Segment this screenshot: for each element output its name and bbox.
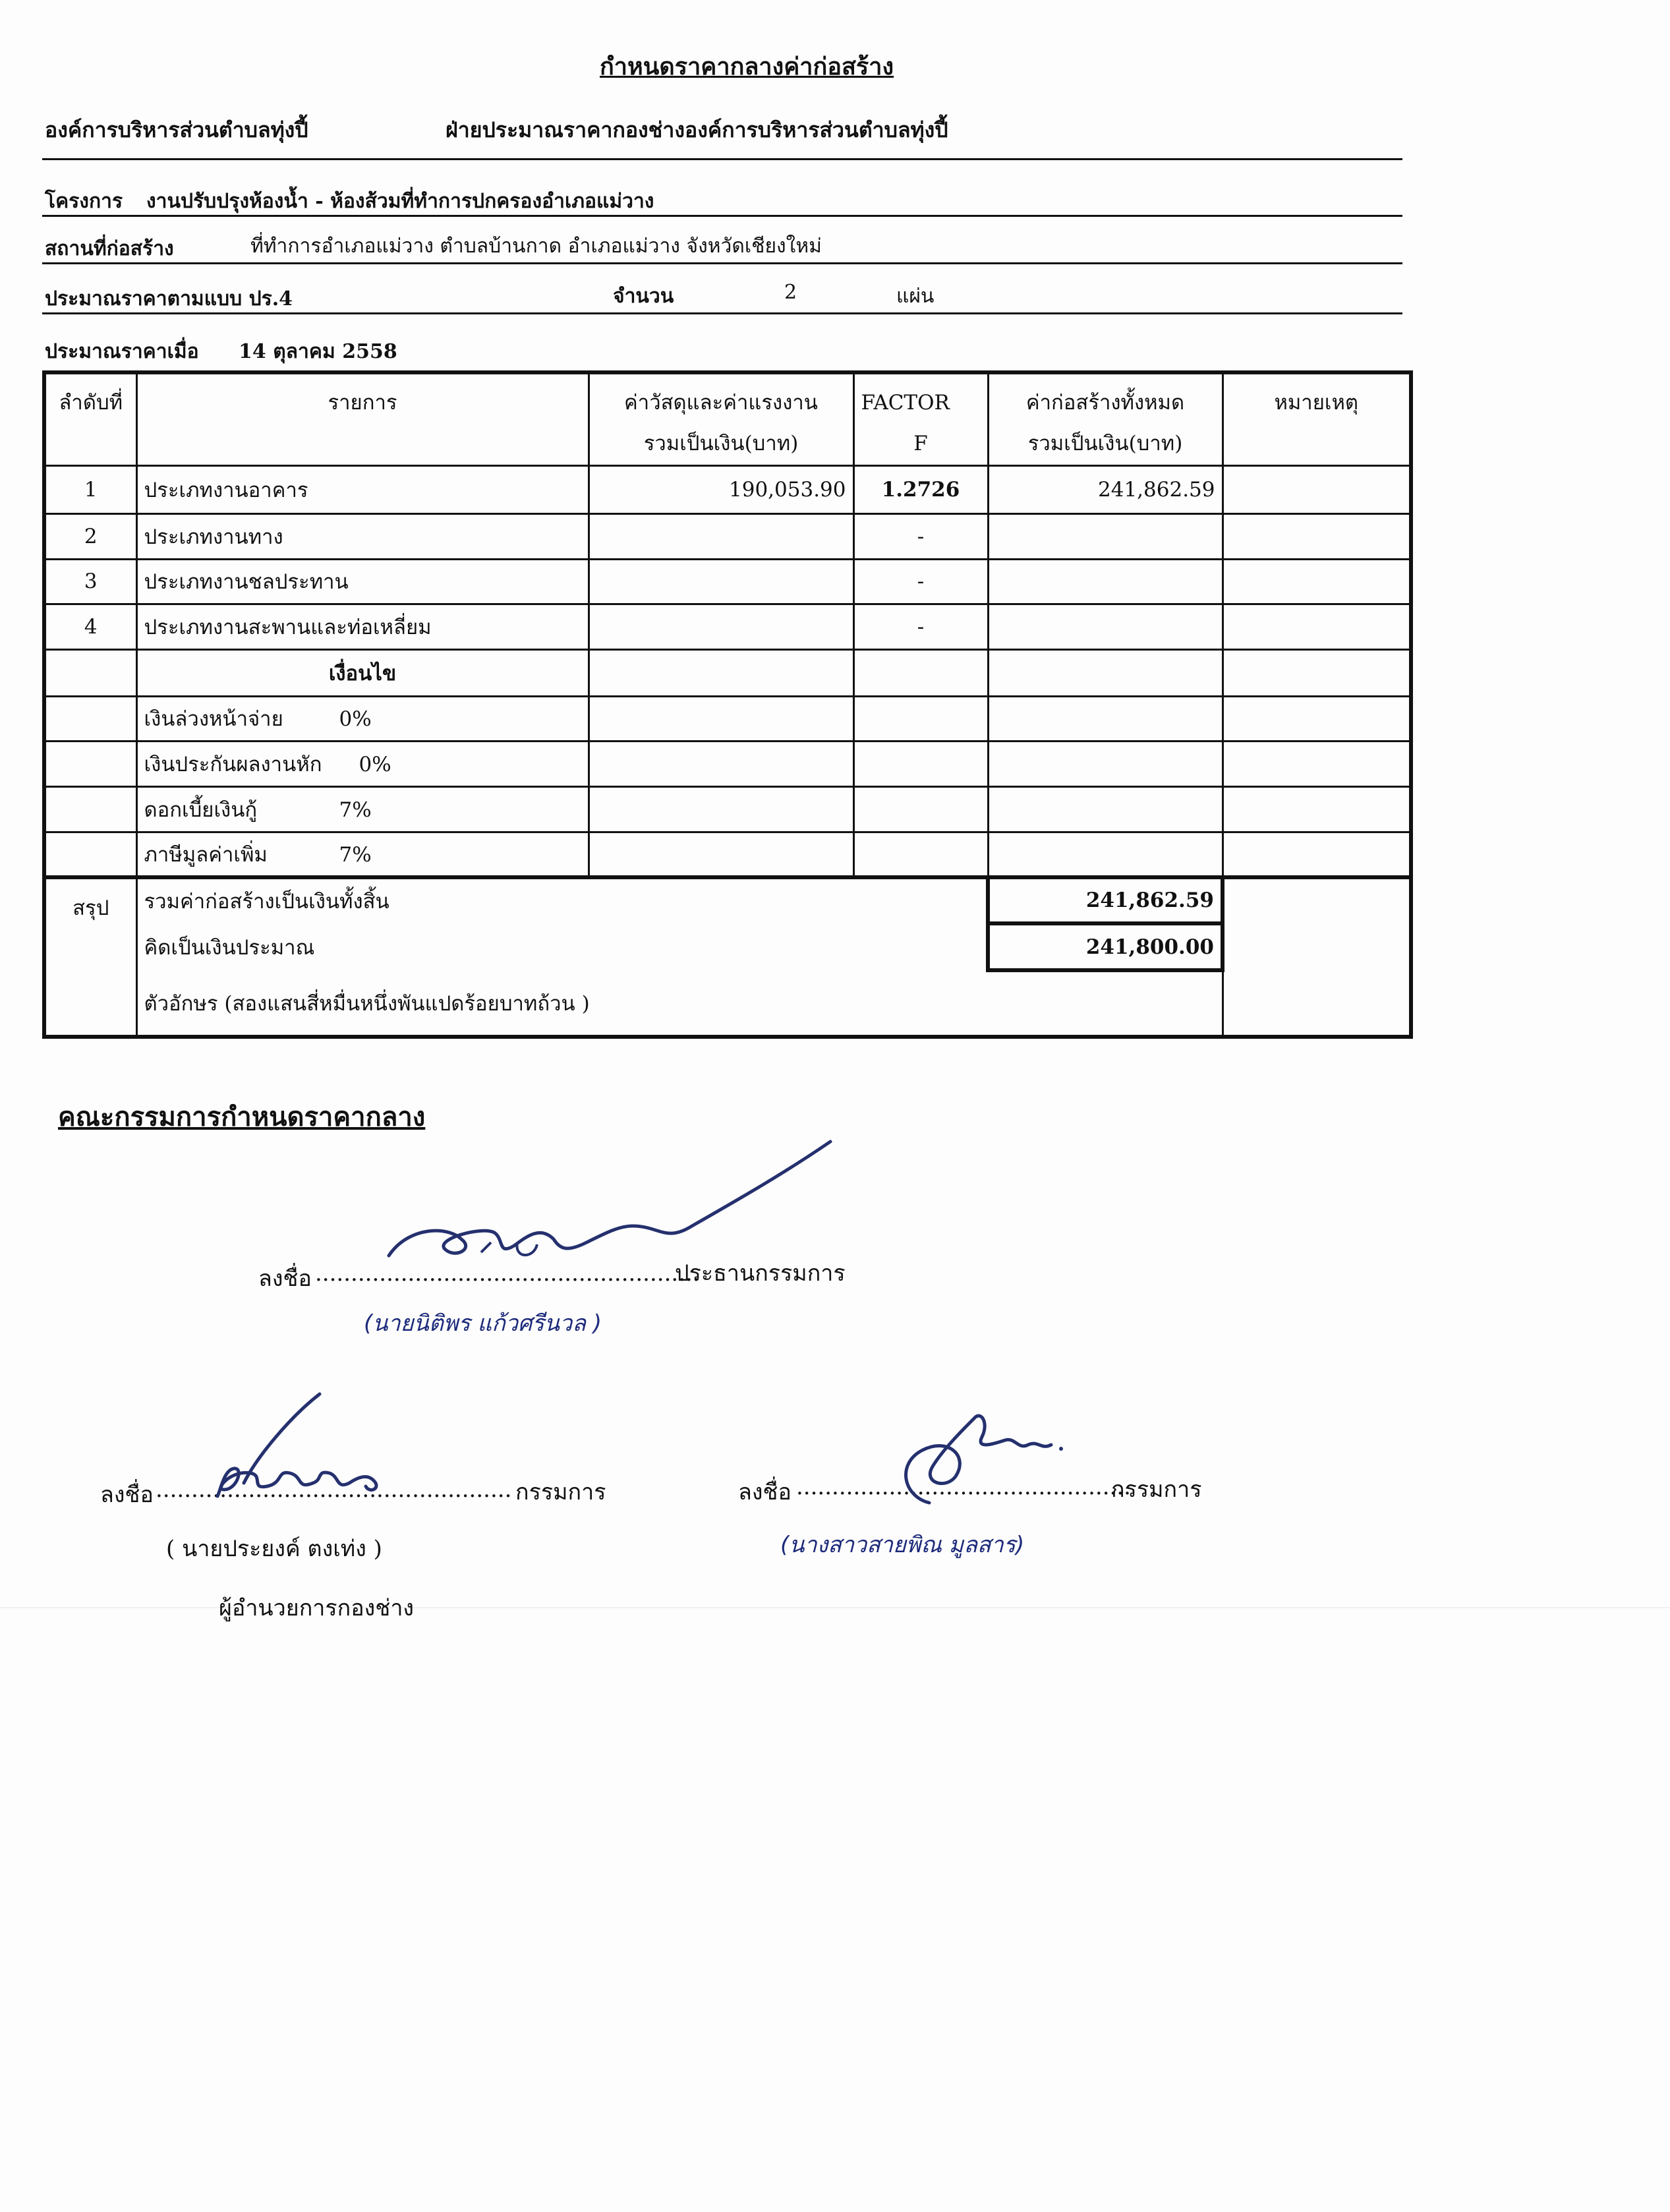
table-row bbox=[44, 514, 1411, 560]
member2-name: (นางสาวสายพิณ มูลสาร) bbox=[780, 1532, 1025, 1558]
chairman-sign-label: ลงชื่อ bbox=[258, 1266, 312, 1292]
member1-position: ผู้อำนวยการกองช่าง bbox=[219, 1595, 415, 1621]
summary-label: สรุป bbox=[44, 877, 136, 1037]
header-factor-line2: F bbox=[913, 432, 928, 455]
row-cost bbox=[589, 604, 853, 650]
row-cost: 190,053.90 bbox=[589, 466, 853, 514]
header-cost bbox=[589, 372, 853, 466]
condition-label: ภาษีมูลค่าเพิ่ม bbox=[144, 842, 268, 867]
condition-value: 7% bbox=[339, 798, 372, 822]
table-row bbox=[44, 559, 1411, 604]
site-label: สถานที่ก่อสร้าง bbox=[45, 237, 174, 260]
member1-signature bbox=[204, 1391, 402, 1503]
condition-cell bbox=[136, 742, 589, 787]
org-name: องค์การบริหารส่วนตำบลทุ่งปี้ bbox=[45, 117, 308, 142]
header-cost-line1: ค่าวัสดุและค่าแรงงาน bbox=[624, 391, 818, 415]
chairman-name: (นายนิติพร แก้วศรีนวล ) bbox=[364, 1310, 602, 1337]
header-factor bbox=[853, 372, 988, 466]
member1-sign-label: ลงชื่อ bbox=[100, 1482, 154, 1508]
estimate-count: 2 bbox=[784, 281, 797, 304]
estimate-date-value: 14 ตุลาคม 2558 bbox=[239, 340, 397, 363]
row-factor: - bbox=[853, 514, 988, 560]
row-item: ประเภทงานชลประทาน bbox=[136, 559, 589, 604]
condition-value: 0% bbox=[359, 753, 391, 777]
condition-cell bbox=[136, 832, 589, 877]
conditions-heading: เงื่อนไข bbox=[136, 649, 589, 696]
condition-row bbox=[44, 832, 1411, 877]
table-header-row bbox=[44, 372, 1411, 466]
condition-cell bbox=[136, 696, 589, 742]
summary-total-value: 241,862.59 bbox=[988, 877, 1223, 924]
row-total: 241,862.59 bbox=[988, 466, 1223, 514]
member1-sign-dots: .................................................. bbox=[156, 1476, 512, 1503]
row-remark bbox=[1223, 559, 1411, 604]
summary-row-approx bbox=[44, 923, 1411, 970]
condition-label: เงินล่วงหน้าจ่าย bbox=[144, 707, 283, 732]
chairman-role: ประธานกรรมการ bbox=[675, 1260, 846, 1287]
row-remark bbox=[1223, 466, 1411, 514]
summary-text: ตัวอักษร (สองแสนสี่หมื่นหนึ่งพันแปดร้อยบาทถ้วน ) bbox=[136, 970, 1223, 1037]
row-total bbox=[988, 559, 1223, 604]
header-total bbox=[988, 372, 1223, 466]
row-no: 2 bbox=[44, 514, 136, 560]
header-factor-line1: FACTOR bbox=[861, 391, 950, 415]
member1-name: ( นายประยงค์ ตงเท่ง ) bbox=[166, 1536, 382, 1562]
committee-heading: คณะกรรมการกำหนดราคากลาง bbox=[58, 1101, 426, 1132]
member2-sign-label: ลงชื่อ bbox=[738, 1479, 792, 1505]
estimate-date-label: ประมาณราคาเมื่อ bbox=[45, 340, 199, 363]
row-total bbox=[988, 604, 1223, 650]
row-factor: - bbox=[853, 604, 988, 650]
condition-label: ดอกเบี้ยเงินกู้ bbox=[144, 798, 258, 822]
document-title: กำหนดราคากลางค่าก่อสร้าง bbox=[600, 53, 894, 80]
row-cost bbox=[589, 559, 853, 604]
row-item: ประเภทงานอาคาร bbox=[136, 466, 589, 514]
header-rule-1 bbox=[42, 158, 1402, 160]
estimate-form-label: ประมาณราคาตามแบบ ปร.4 bbox=[45, 287, 293, 310]
table-row bbox=[44, 466, 1411, 514]
row-factor: 1.2726 bbox=[853, 466, 988, 514]
header-rule-3 bbox=[42, 262, 1402, 264]
row-total bbox=[988, 514, 1223, 560]
header-remark: หมายเหตุ bbox=[1223, 372, 1411, 466]
header-cost-line2: รวมเป็นเงิน(บาท) bbox=[643, 432, 799, 455]
conditions-heading-row bbox=[44, 649, 1411, 696]
row-remark bbox=[1223, 604, 1411, 650]
row-item: ประเภทงานทาง bbox=[136, 514, 589, 560]
member2-role: กรรมการ bbox=[1111, 1476, 1202, 1503]
project-value: งานปรับปรุงห้องน้ำ - ห้องส้วมที่ทำการปกครองอำเภอแม่วาง bbox=[146, 190, 654, 213]
row-factor: - bbox=[853, 559, 988, 604]
header-total-line1: ค่าก่อสร้างทั้งหมด bbox=[1025, 391, 1185, 415]
cost-table bbox=[42, 370, 1413, 1039]
header-total-line2: รวมเป็นเงิน(บาท) bbox=[1027, 432, 1183, 455]
condition-value: 0% bbox=[339, 707, 372, 732]
condition-label: เงินประกันผลงานหัก bbox=[144, 753, 322, 777]
row-no: 1 bbox=[44, 466, 136, 514]
header-no: ลำดับที่ bbox=[44, 372, 136, 466]
condition-value: 7% bbox=[339, 842, 372, 867]
summary-approx-label: คิดเป็นเงินประมาณ bbox=[136, 923, 988, 970]
estimate-unit: แผ่น bbox=[896, 285, 935, 308]
department-name: ฝ่ายประมาณราคากองช่างองค์การบริหารส่วนตำบลทุ่งปี้ bbox=[446, 117, 948, 142]
member1-role: กรรมการ bbox=[515, 1479, 606, 1505]
project-label: โครงการ bbox=[45, 190, 123, 213]
row-no: 4 bbox=[44, 604, 136, 650]
summary-row-text bbox=[44, 970, 1411, 1037]
summary-total-label: รวมค่าก่อสร้างเป็นเงินทั้งสิ้น bbox=[136, 877, 988, 924]
header-rule-4 bbox=[42, 312, 1402, 314]
chairman-signature bbox=[382, 1127, 844, 1272]
condition-cell bbox=[136, 786, 589, 832]
chairman-sign-dots: ...................................................... bbox=[315, 1260, 700, 1287]
row-cost bbox=[589, 514, 853, 560]
fold-crease bbox=[0, 1607, 1670, 1608]
table-row bbox=[44, 604, 1411, 650]
condition-row bbox=[44, 742, 1411, 787]
row-item: ประเภทงานสะพานและท่อเหลี่ยม bbox=[136, 604, 589, 650]
site-value: ที่ทำการอำเภอแม่วาง ตำบลบ้านกาด อำเภอแม่วาง จังหวัดเชียงใหม่ bbox=[250, 235, 822, 258]
member2-sign-dots: ............................................... bbox=[796, 1474, 1131, 1500]
condition-row bbox=[44, 786, 1411, 832]
condition-row bbox=[44, 696, 1411, 742]
header-rule-2 bbox=[42, 215, 1402, 217]
header-item: รายการ bbox=[136, 372, 589, 466]
summary-approx-value: 241,800.00 bbox=[988, 923, 1223, 970]
summary-row-total bbox=[44, 877, 1411, 924]
row-no: 3 bbox=[44, 559, 136, 604]
member2-signature bbox=[883, 1404, 1081, 1509]
estimate-count-label: จำนวน bbox=[613, 285, 674, 308]
row-remark bbox=[1223, 514, 1411, 560]
